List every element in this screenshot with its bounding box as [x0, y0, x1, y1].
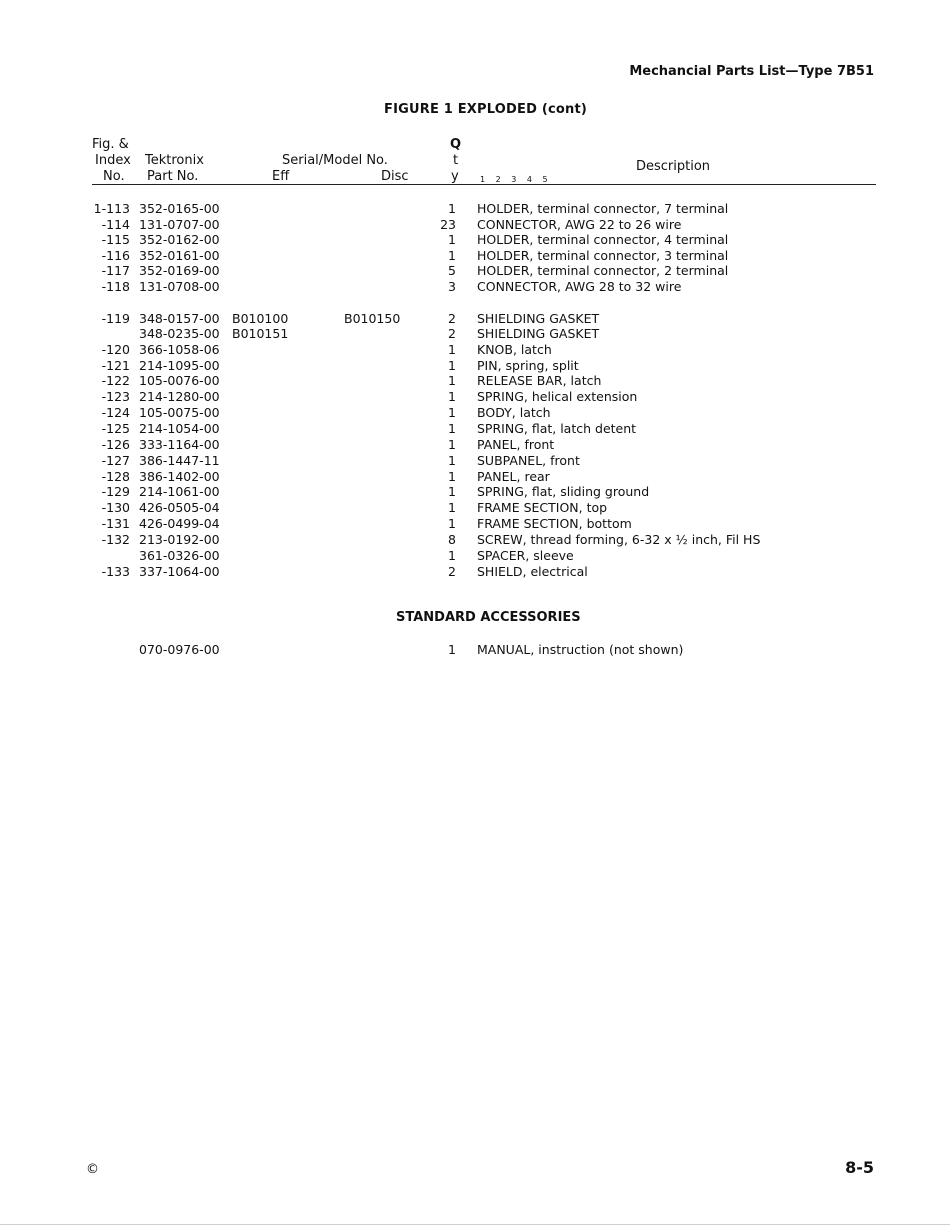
table-row	[0, 564, 950, 580]
page-number: 8-5	[845, 1158, 874, 1177]
header-no: No.	[103, 169, 125, 184]
part-number-cell: 386-1402-00	[139, 469, 220, 484]
part-number-cell: 214-1061-00	[139, 484, 220, 499]
description-cell: SPRING, flat, sliding ground	[477, 484, 650, 499]
qty-cell: 1	[448, 201, 456, 216]
description-cell: SPACER, sleeve	[477, 548, 574, 563]
description-cell: SCREW, thread forming, 6-32 x ½ inch, Fil HS	[477, 532, 761, 547]
qty-cell: 1	[448, 642, 456, 657]
index-cell: -119	[101, 311, 130, 326]
index-cell: -122	[101, 373, 130, 388]
part-number-cell: 386-1447-11	[139, 453, 220, 468]
description-cell: SHIELDING GASKET	[477, 311, 600, 326]
qty-cell: 1	[448, 437, 456, 452]
description-cell: SUBPANEL, front	[477, 453, 580, 468]
table-row	[0, 484, 950, 500]
table-row	[0, 437, 950, 453]
qty-cell: 2	[448, 326, 456, 341]
table-row	[0, 453, 950, 469]
qty-cell: 2	[448, 564, 456, 579]
qty-cell: 1	[448, 453, 456, 468]
qty-cell: 1	[448, 421, 456, 436]
table-row	[0, 500, 950, 516]
part-number-cell: 352-0169-00	[139, 263, 220, 278]
part-number-cell: 333-1164-00	[139, 437, 220, 452]
table-row	[0, 389, 950, 405]
copyright-symbol: ©	[86, 1162, 99, 1177]
description-cell: KNOB, latch	[477, 342, 552, 357]
part-number-cell: 213-0192-00	[139, 532, 220, 547]
header-tektronix: Tektronix	[145, 153, 204, 168]
table-row	[0, 217, 950, 233]
index-cell: -127	[101, 453, 130, 468]
index-cell: -123	[101, 389, 130, 404]
table-row	[0, 201, 950, 217]
qty-cell: 1	[448, 500, 456, 515]
part-number-cell: 131-0708-00	[139, 279, 220, 294]
table-row	[0, 232, 950, 248]
figure-title: FIGURE 1 EXPLODED (cont)	[384, 102, 588, 117]
table-row	[0, 532, 950, 548]
qty-cell: 1	[448, 469, 456, 484]
table-row	[0, 342, 950, 358]
table-row	[0, 469, 950, 485]
description-cell: BODY, latch	[477, 405, 551, 420]
index-cell: -114	[101, 217, 130, 232]
table-row	[0, 373, 950, 389]
part-number-cell: 352-0161-00	[139, 248, 220, 263]
description-cell: HOLDER, terminal connector, 3 terminal	[477, 248, 729, 263]
index-cell: -116	[101, 248, 130, 263]
index-cell: -125	[101, 421, 130, 436]
part-number-cell: 348-0157-00	[139, 311, 220, 326]
index-cell: -117	[101, 263, 130, 278]
qty-cell: 23	[440, 217, 456, 232]
description-cell: HOLDER, terminal connector, 4 terminal	[477, 232, 729, 247]
header-part-no: Part No.	[147, 169, 199, 184]
index-cell: -120	[101, 342, 130, 357]
part-number-cell: 214-1095-00	[139, 358, 220, 373]
header-y: y	[451, 169, 459, 184]
table-row	[0, 548, 950, 564]
qty-cell: 1	[448, 548, 456, 563]
qty-cell: 5	[448, 263, 456, 278]
index-cell: -133	[101, 564, 130, 579]
index-cell: -121	[101, 358, 130, 373]
qty-cell: 1	[448, 373, 456, 388]
qty-cell: 2	[448, 311, 456, 326]
header-index: Index	[95, 153, 131, 168]
part-number-cell: 214-1054-00	[139, 421, 220, 436]
table-row	[0, 326, 950, 342]
table-row	[0, 311, 950, 327]
table-row	[0, 516, 950, 532]
index-cell: -128	[101, 469, 130, 484]
part-number-cell: 105-0076-00	[139, 373, 220, 388]
part-number-cell: 361-0326-00	[139, 548, 220, 563]
table-row	[0, 421, 950, 437]
index-cell: 1-113	[93, 201, 130, 216]
header-fig: Fig. &	[92, 137, 129, 152]
part-number-cell: 352-0162-00	[139, 232, 220, 247]
header-t: t	[453, 153, 459, 168]
page-bottom-edge	[0, 1224, 950, 1225]
description-cell: FRAME SECTION, bottom	[477, 516, 632, 531]
part-number-cell: 131-0707-00	[139, 217, 220, 232]
table-row	[0, 248, 950, 264]
qty-cell: 1	[448, 358, 456, 373]
part-number-cell: 337-1064-00	[139, 564, 220, 579]
page-header: Mechancial Parts List—Type 7B51	[629, 64, 874, 79]
part-number-cell: 366-1058-06	[139, 342, 220, 357]
eff-cell: B010151	[232, 326, 289, 341]
table-row	[0, 642, 950, 658]
index-cell: -115	[101, 232, 130, 247]
description-cell: PIN, spring, split	[477, 358, 579, 373]
qty-cell: 8	[448, 532, 456, 547]
description-cell: CONNECTOR, AWG 28 to 32 wire	[477, 279, 682, 294]
part-number-cell: 214-1280-00	[139, 389, 220, 404]
index-cell: -124	[101, 405, 130, 420]
index-cell: -126	[101, 437, 130, 452]
description-cell: RELEASE BAR, latch	[477, 373, 602, 388]
description-cell: SPRING, helical extension	[477, 389, 638, 404]
description-cell: HOLDER, terminal connector, 2 terminal	[477, 263, 729, 278]
part-number-cell: 426-0505-04	[139, 500, 220, 515]
header-disc: Disc	[381, 169, 409, 184]
qty-cell: 1	[448, 342, 456, 357]
header-levels: 1 2 3 4 5	[480, 175, 552, 184]
description-cell: PANEL, rear	[477, 469, 550, 484]
description-cell: FRAME SECTION, top	[477, 500, 608, 515]
part-number-cell: 426-0499-04	[139, 516, 220, 531]
qty-cell: 3	[448, 279, 456, 294]
index-cell: -132	[101, 532, 130, 547]
description-cell: SPRING, flat, latch detent	[477, 421, 637, 436]
standard-accessories-title: STANDARD ACCESSORIES	[396, 610, 581, 625]
qty-cell: 1	[448, 248, 456, 263]
header-rule	[92, 184, 876, 185]
qty-cell: 1	[448, 516, 456, 531]
description-cell: MANUAL, instruction (not shown)	[477, 642, 684, 657]
disc-cell: B010150	[344, 311, 401, 326]
qty-cell: 1	[448, 389, 456, 404]
index-cell: -130	[101, 500, 130, 515]
part-number-cell: 105-0075-00	[139, 405, 220, 420]
description-cell: SHIELD, electrical	[477, 564, 588, 579]
table-row	[0, 358, 950, 374]
table-row	[0, 405, 950, 421]
header-serial-model: Serial/Model No.	[282, 153, 388, 168]
index-cell: -118	[101, 279, 130, 294]
part-number-cell: 352-0165-00	[139, 201, 220, 216]
part-number-cell: 348-0235-00	[139, 326, 220, 341]
index-cell: -131	[101, 516, 130, 531]
description-cell: HOLDER, terminal connector, 7 terminal	[477, 201, 729, 216]
header-description: Description	[636, 159, 711, 174]
description-cell: SHIELDING GASKET	[477, 326, 600, 341]
header-eff: Eff	[272, 169, 290, 184]
table-row	[0, 279, 950, 295]
qty-cell: 1	[448, 232, 456, 247]
part-number-cell: 070-0976-00	[139, 642, 220, 657]
qty-cell: 1	[448, 405, 456, 420]
header-q: Q	[450, 137, 462, 152]
description-cell: PANEL, front	[477, 437, 555, 452]
eff-cell: B010100	[232, 311, 289, 326]
index-cell: -129	[101, 484, 130, 499]
description-cell: CONNECTOR, AWG 22 to 26 wire	[477, 217, 682, 232]
table-row	[0, 263, 950, 279]
qty-cell: 1	[448, 484, 456, 499]
